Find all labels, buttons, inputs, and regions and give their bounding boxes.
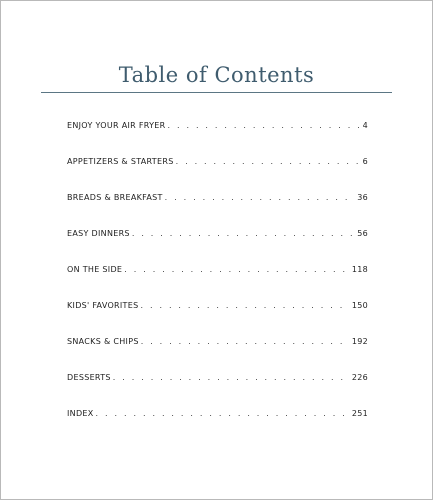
dot-leader — [167, 121, 360, 130]
toc-entry-page: 192 — [351, 337, 368, 346]
toc-entry-label: BREADS & BREAKFAST — [67, 193, 163, 202]
toc-entry[interactable] — [67, 409, 368, 445]
toc-entry-page: 226 — [351, 373, 368, 382]
toc-entry[interactable] — [67, 121, 368, 157]
toc-entry[interactable] — [67, 229, 368, 265]
toc-entry-page: 36 — [357, 193, 368, 202]
dot-leader — [165, 193, 356, 202]
toc-entry-label: ON THE SIDE — [67, 265, 123, 274]
title-divider — [41, 92, 392, 93]
toc-entry-page: 6 — [362, 157, 368, 166]
toc-entry[interactable] — [67, 301, 368, 337]
toc-entry[interactable] — [67, 157, 368, 193]
toc-entry-page: 150 — [351, 301, 368, 310]
dot-leader — [141, 337, 350, 346]
dot-leader — [176, 157, 361, 166]
toc-entry-label: ENJOY YOUR AIR FRYER — [67, 121, 166, 130]
dot-leader — [132, 229, 355, 238]
toc-entry-page: 118 — [351, 265, 368, 274]
toc-entry-label: KIDS' FAVORITES — [67, 301, 139, 310]
toc-entry-page: 4 — [362, 121, 368, 130]
toc-entry-page: 251 — [351, 409, 368, 418]
toc-entry[interactable] — [67, 265, 368, 301]
toc-entry-label: DESSERTS — [67, 373, 111, 382]
dot-leader — [124, 265, 350, 274]
toc-entry-label: SNACKS & CHIPS — [67, 337, 139, 346]
toc-list — [67, 121, 368, 445]
dot-leader — [96, 409, 350, 418]
page-title: Table of Contents — [118, 63, 315, 87]
toc-entry-page: 56 — [357, 229, 368, 238]
toc-entry[interactable] — [67, 373, 368, 409]
toc-entry[interactable] — [67, 337, 368, 373]
toc-entry-label: INDEX — [67, 409, 94, 418]
toc-entry-label: APPETIZERS & STARTERS — [67, 157, 174, 166]
dot-leader — [113, 373, 350, 382]
dot-leader — [140, 301, 349, 310]
toc-entry-label: EASY DINNERS — [67, 229, 130, 238]
toc-entry[interactable] — [67, 193, 368, 229]
